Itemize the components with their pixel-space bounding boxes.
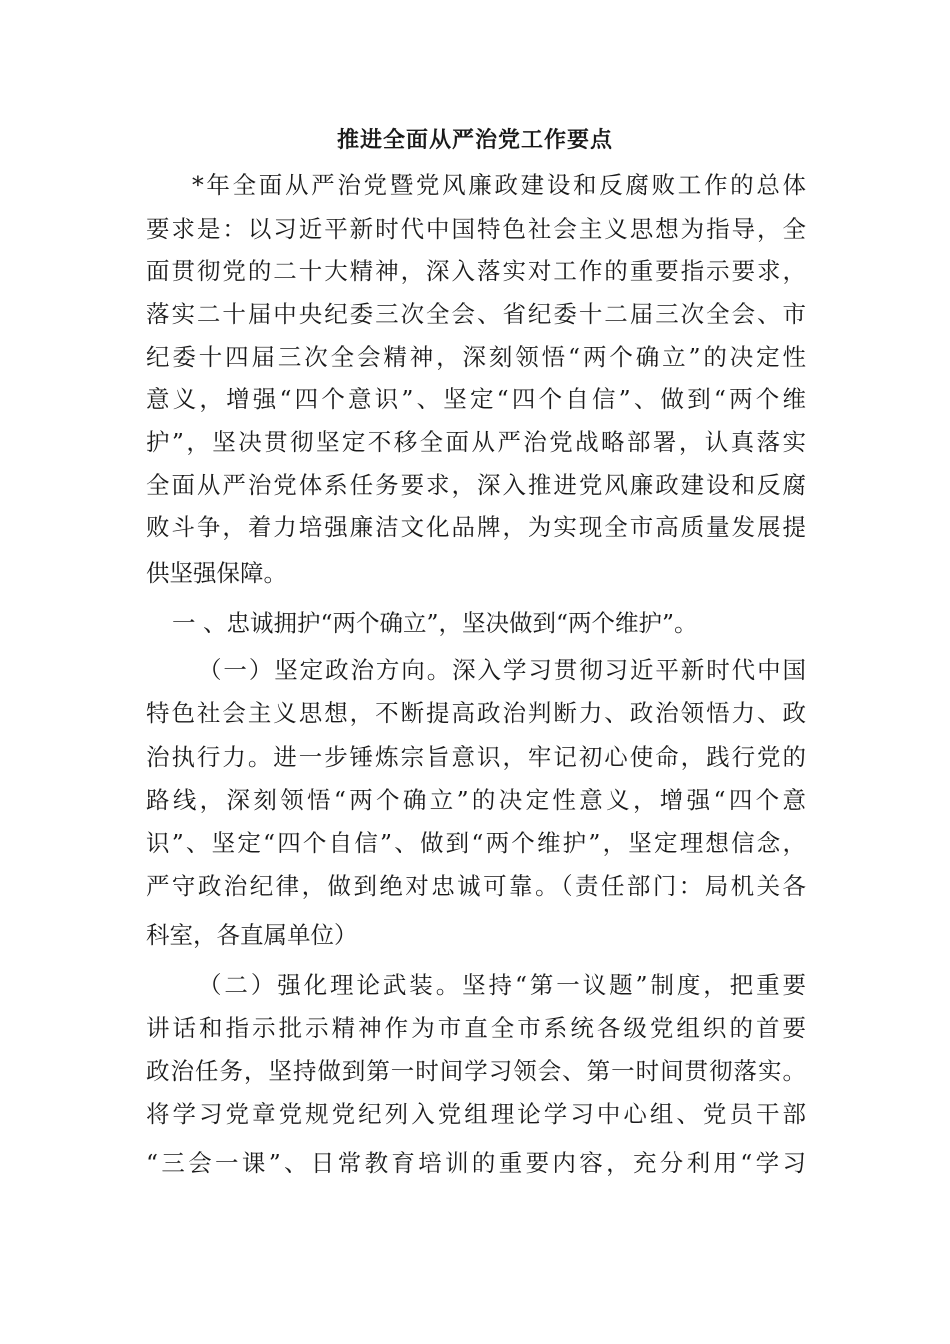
- intro-line: 全面从严治党体系任务要求，深入推进党风廉政建设和反腐: [146, 471, 806, 499]
- section-heading: 一 、忠诚拥护“两个确立”，坚决做到“两个维护”。: [172, 609, 698, 637]
- intro-line: *年全面从严治党暨党风廉政建设和反腐败工作的总体: [192, 171, 806, 199]
- item-one-line: 路线，深刻领悟“两个确立”的决定性意义，增强“四个意: [146, 786, 806, 814]
- item-two-line: 将学习党章党规党纪列入党组理论学习中心组、党员干部: [146, 1100, 806, 1128]
- item-one-line: 识”、坚定“四个自信”、做到“两个维护”，坚定理想信念，: [146, 829, 806, 857]
- item-two-line: 讲话和指示批示精神作为市直全市系统各级党组织的首要: [146, 1014, 806, 1042]
- item-one-line: 科室，各直属单位）: [146, 921, 358, 949]
- intro-line: 要求是：以习近平新时代中国特色社会主义思想为指导，全: [146, 215, 806, 243]
- item-two-line: 政治任务，坚持做到第一时间学习领会、第一时间贯彻落实。: [146, 1057, 806, 1085]
- intro-line: 落实二十届中央纪委三次全会、省纪委十二届三次全会、市: [146, 300, 806, 328]
- document-title: 推进全面从严治党工作要点: [336, 128, 613, 153]
- item-one-line: 严守政治纪律，做到绝对忠诚可靠。（责任部门：局机关各: [146, 872, 806, 900]
- intro-line: 面贯彻党的二十大精神，深入落实对工作的重要指示要求，: [146, 257, 806, 285]
- item-one-line: （一）坚定政治方向。深入学习贯彻习近平新时代中国: [198, 656, 806, 684]
- item-one-line: 特色社会主义思想，不断提高政治判断力、政治领悟力、政: [146, 699, 806, 727]
- item-one-line: 治执行力。进一步锤炼宗旨意识，牢记初心使命，践行党的: [146, 743, 806, 771]
- intro-line: 纪委十四届三次全会精神，深刻领悟“两个确立”的决定性: [146, 343, 806, 371]
- item-two-line: （二）强化理论武装。坚持“第一议题”制度，把重要: [198, 971, 806, 999]
- item-two-line: “三会一课”、日常教育培训的重要内容，充分利用“学习: [146, 1149, 806, 1177]
- intro-line: 护”，坚决贯彻坚定不移全面从严治党战略部署，认真落实: [146, 428, 806, 456]
- intro-line: 供坚强保障。: [146, 559, 287, 587]
- intro-line: 败斗争，着力培强廉洁文化品牌，为实现全市高质量发展提: [146, 513, 806, 541]
- intro-line: 意义，增强“四个意识”、坚定“四个自信”、做到“两个维: [146, 385, 806, 413]
